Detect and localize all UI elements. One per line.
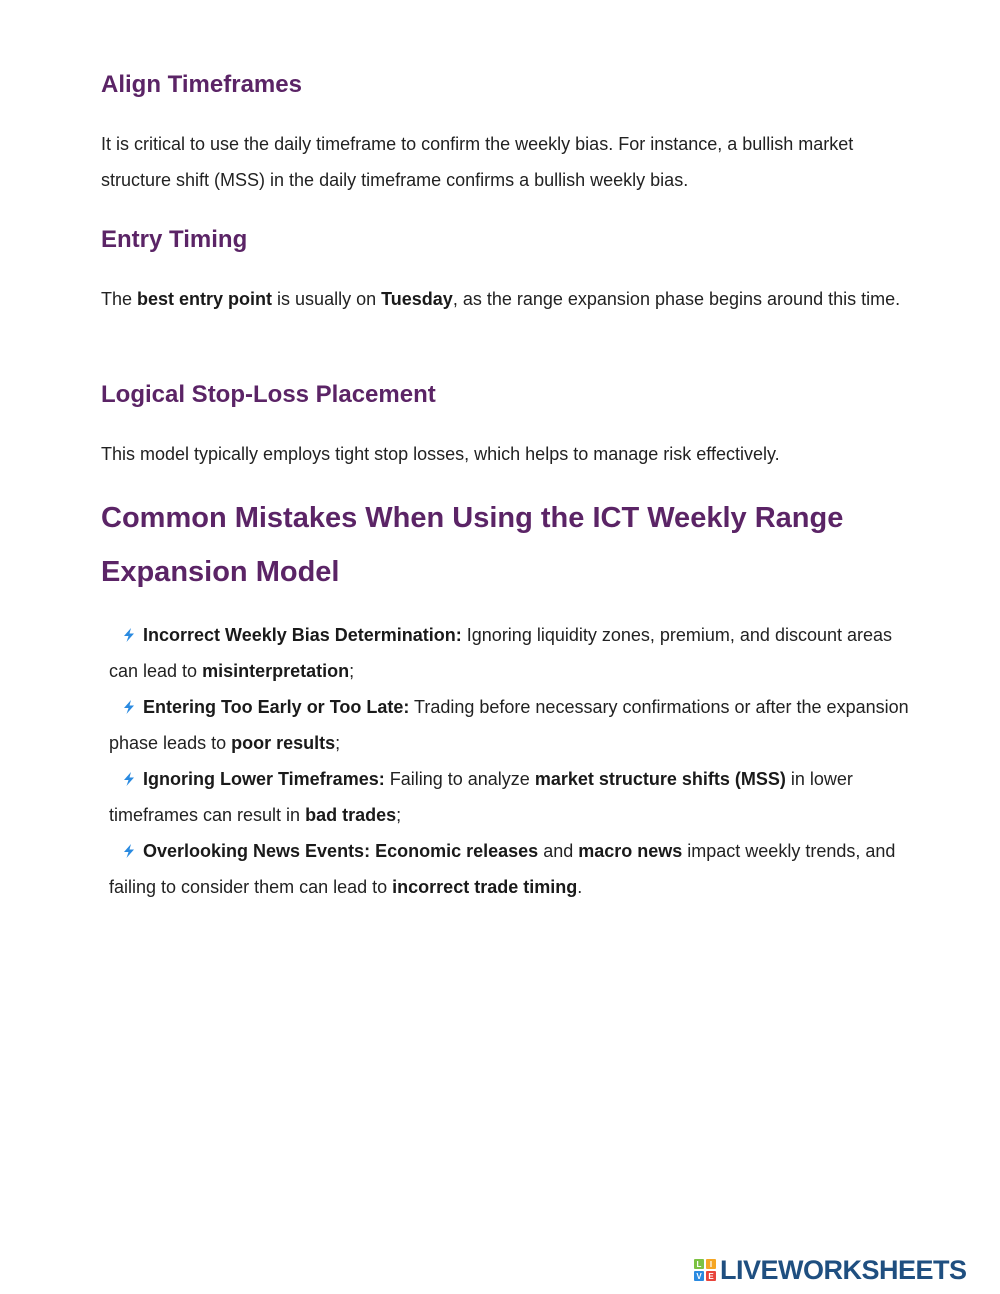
paragraph-align-timeframes: It is critical to use the daily timeframe to confirm the weekly bias. For instance, a bullish market structure shift (MSS) in the daily timeframe confirms a bullish weekly bias. bbox=[101, 134, 854, 190]
logo-text: LIVEWORKSHEETS bbox=[720, 1254, 967, 1285]
heading-stop-loss: Logical Stop-Loss Placement bbox=[101, 381, 436, 408]
paragraph-entry-timing: The best entry point is usually on Tuesday, as the range expansion phase begins around this time. bbox=[101, 289, 901, 309]
list-item: Overlooking News Events: Economic releases and macro news impact weekly trends, and failing to consider them can lead to incorrect trade timing. bbox=[109, 841, 896, 897]
list-item: Incorrect Weekly Bias Determination: Ignoring liquidity zones, premium, and discount areas can lead to misinterpretation; bbox=[109, 625, 893, 681]
logo-mark-icon: L I V E bbox=[694, 1259, 716, 1281]
mistakes-list bbox=[109, 617, 909, 905]
lightning-bolt-icon bbox=[123, 628, 135, 642]
heading-entry-timing: Entry Timing bbox=[101, 226, 248, 253]
paragraph-stop-loss: This model typically employs tight stop losses, which helps to manage risk effectively. bbox=[101, 444, 780, 464]
heading-common-mistakes: Common Mistakes When Using the ICT Weekly Range Expansion Model bbox=[101, 502, 844, 588]
lightning-bolt-icon bbox=[123, 772, 135, 786]
liveworksheets-logo[interactable] bbox=[694, 1254, 967, 1286]
list-item: Ignoring Lower Timeframes: Failing to analyze market structure shifts (MSS) in lower timeframes can result in bad trades; bbox=[109, 769, 853, 825]
heading-align-timeframes: Align Timeframes bbox=[101, 71, 302, 98]
list-item: Entering Too Early or Too Late: Trading before necessary confirmations or after the expansion phase leads to poor results; bbox=[109, 697, 909, 753]
lightning-bolt-icon bbox=[123, 700, 135, 714]
lightning-bolt-icon bbox=[123, 844, 135, 858]
